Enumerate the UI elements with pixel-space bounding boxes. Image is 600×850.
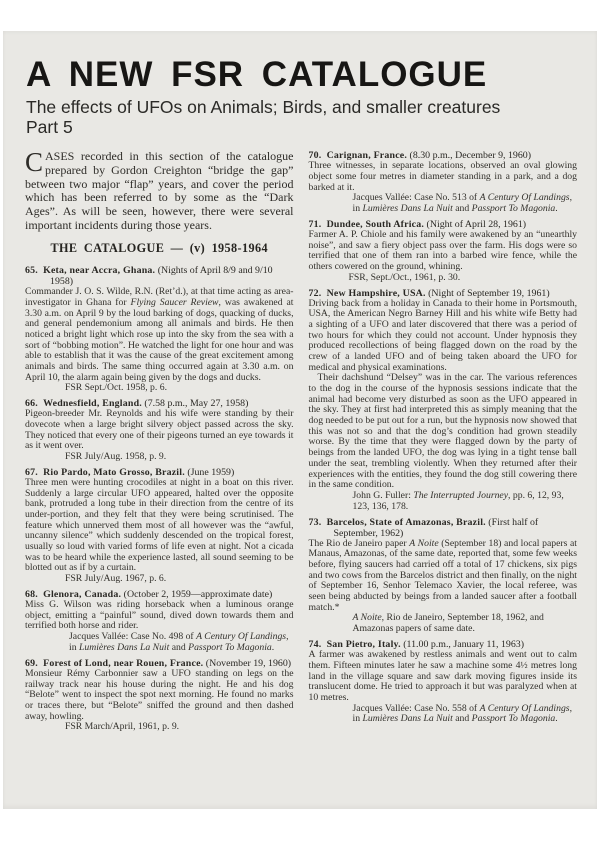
- right-column: [309, 150, 578, 737]
- entry-citation: A Noite, Rio de Janeiro, September 18, 1962, and Amazonas papers of same date.: [352, 612, 544, 635]
- entry-heading: 72. New Hampshire, USA. (Night of September 19, 1961): [308, 287, 550, 299]
- catalogue-entry: [25, 658, 294, 733]
- entry-citation: John G. Fuller: The Interrupted Journey, pp. 6, 12, 93, 123, 136, 178.: [352, 489, 564, 512]
- entry-citation: FSR March/April, 1961, p. 9.: [65, 721, 180, 733]
- intro-paragraph: CASES recorded in this section of the catalogue prepared by Gordon Creighton “bridge the gap” between two major “flap” years, and cover the period which has been referred to by some as the “Dark Ages”. As will be seen, however, there were several important incidents during those years.: [25, 147, 294, 232]
- entry-body: Commander J. O. S. Wilde, R.N. (Ret’d.), at that time acting as area-investigator in Ghana for Flying Saucer Review, was awakened at 3.30 a.m. on April 9 by the loud barking of dogs, quacking of ducks, and general pendemonium among all animals and birds. He then noticed a bright light which rose up into the sky from the sea with a sort of “bobbing motion”. He watched the light for one hour and was able to establish that it was the cause of the great excitement among animals and birds. The same thing occurred again at 3.30 a.m. on April 10, the alarm again being given by the dogs and ducks.: [25, 286, 294, 383]
- catalogue-entry: [25, 467, 294, 585]
- two-column-layout: [25, 147, 577, 737]
- left-column: [25, 147, 294, 737]
- catalogue-entry: [309, 219, 578, 284]
- catalogue-entry: [309, 150, 578, 215]
- entry-citation: FSR July/Aug. 1958, p. 9.: [65, 451, 167, 463]
- entry-heading: 71. Dundee, South Africa. (Night of April 28, 1961): [308, 219, 527, 231]
- entry-citation: Jacques Vallée: Case No. 513 of A Century Of Landings, in Lumières Dans La Nuit and Passport To Magonia.: [352, 192, 572, 215]
- entry-heading: 66. Wednesfield, England. (7.58 p.m., May 27, 1958): [25, 398, 249, 410]
- entry-body: Monsieur Rémy Carbonnier saw a UFO standing on legs on the railway track near his house during the night. He and his dog “Belote” went to inspect the spot next morning. He found no marks or traces there, but “Belote” sniffed the ground and then dashed away, howling.: [25, 667, 294, 722]
- page-subtitle-part: Part 5: [26, 116, 73, 137]
- entry-citation: FSR Sept./Oct. 1958, p. 6.: [65, 382, 167, 394]
- entry-citation: Jacques Vallée: Case No. 498 of A Century Of Landings, in Lumières Dans La Nuit and Passport To Magonia.: [69, 631, 289, 653]
- entry-heading: 67. Rio Pardo, Mato Grosso, Brazil. (June 1959): [25, 466, 235, 478]
- catalogue-entry: [309, 288, 578, 513]
- entry-citation: FSR, Sept./Oct., 1961, p. 30.: [348, 271, 461, 283]
- entry-citation: Jacques Vallée: Case No. 558 of A Century Of Landings, in Lumières Dans La Nuit and Passport To Magonia.: [352, 702, 572, 725]
- entry-heading: 69. Forest of Lond, near Rouen, France. (November 19, 1960): [25, 657, 292, 669]
- entry-heading: 65. Keta, near Accra, Ghana. (Nights of April 8/9 and 9/10 1958): [25, 265, 273, 288]
- scanned-magazine-page: [3, 31, 597, 809]
- entry-body: Their dachshund “Delsey” was in the car. The various references to the dog in the course of the hypnosis sessions indicate that the animal had become very disturbed as soon as the UFO appeared in the sky. They at first had interpreted this as simply meaning that the dog needed to be put out for a run, but the hypnosis now showed that this was not so and that the dog’s condition had grown steadily worse. By the time that they were flagged down by the party of beings from the landed UFO, the dog was lying in a tight tense ball under the seat, trembling violently. When they returned after their experiences with the entities, they found the dog still cowering there in the same condition.: [308, 372, 577, 491]
- catalogue-section-heading: THE CATALOGUE — (v) 1958-1964: [50, 241, 268, 256]
- entry-body: Driving back from a holiday in Canada to their home in Portsmouth, USA, the American Negro Barney Hill and his white wife Betty had a sighting of a UFO and later discovered that there was a period of two hours for which they could not account. Under hypnosis they produced recollections of being flagged down on the road by the crew of a landed UFO and of being taken aboard the UFO for medical and physical examinations.: [308, 297, 577, 373]
- page-title: A NEW FSR CATALOGUE: [26, 55, 488, 94]
- entry-heading: 70. Carignan, France. (8.30 p.m., December 9, 1960): [308, 150, 532, 162]
- page-subtitle: The effects of UFOs on Animals; Birds, and smaller creatures: [26, 97, 501, 117]
- entry-heading: 74. San Pietro, Italy. (11.00 p.m., January 11, 1963): [308, 639, 525, 651]
- entry-heading: 73. Barcelos, State of Amazonas, Brazil. (First half of September, 1962): [308, 516, 539, 539]
- catalogue-entry: [25, 589, 294, 654]
- entry-citation: FSR July/Aug. 1967, p. 6.: [65, 573, 167, 585]
- entry-heading: 68. Glenora, Canada. (October 2, 1959—approximate date): [25, 588, 273, 600]
- entry-body: Three men were hunting crocodiles at night in a boat on this river. Suddenly a large circular UFO appeared, halted over the opposite bank, protruded a long tube in their direction from the centre of its under-portion, and they felt that they were being scrutinised. The feature which unnerved them most of all however was the “awful, uncanny silence” which suddenly descended on the tropical forest, usually so loud with varied forms of life even at night. Not a cicada was to be heard while the experience lasted, all sound seeming to be blotted out as if by a curtain.: [25, 477, 294, 574]
- catalogue-entry: [309, 639, 578, 725]
- entry-body: Farmer A. P. Chiole and his family were awakened by an “unearthly noise”, and saw a fiery object pass over the farm. His dogs were so terrified that one of them ran into a barbed wire fence, while the others cowered on the ground, whining.: [308, 229, 577, 273]
- entry-body: A farmer was awakened by restless animals and went out to calm them. Fifteen minutes later he saw a machine some 4½ metres long land in the village square and saw dark moving figures inside its translucent dome. He tried to approach it but was paralyzed when at 10 metres.: [308, 649, 577, 703]
- entry-body: The Rio de Janeiro paper A Noite (September 18) and local papers at Manaus, Amazonas, of the same date, reported that, some few weeks before, flying saucers had carried off a total of 17 chickens, six pigs and two cows from the Barcelos district and then finally, on the night of September 16, Senhor Telemaco Xavier, the local referee, was seen being abducted by beings from a landed saucer after a football match.*: [308, 537, 577, 613]
- catalogue-entry: [25, 398, 294, 463]
- catalogue-entry: [25, 265, 294, 394]
- catalogue-entry: [309, 517, 578, 636]
- entry-body: Three witnesses, in separate locations, observed an oval glowing object some four metres in diameter standing in a park, and a dog barked at it.: [308, 160, 577, 193]
- entry-body: Miss G. Wilson was riding horseback when a luminous orange object, emitting a “painful” sound, dived down towards them and terrified both horse and rider.: [25, 599, 294, 632]
- entry-body: Pigeon-breeder Mr. Reynolds and his wife were standing by their dovecote when a large bright silvery object passed across the sky. They noticed that every one of their pigeons turned an eye towards it as it went over.: [25, 408, 294, 452]
